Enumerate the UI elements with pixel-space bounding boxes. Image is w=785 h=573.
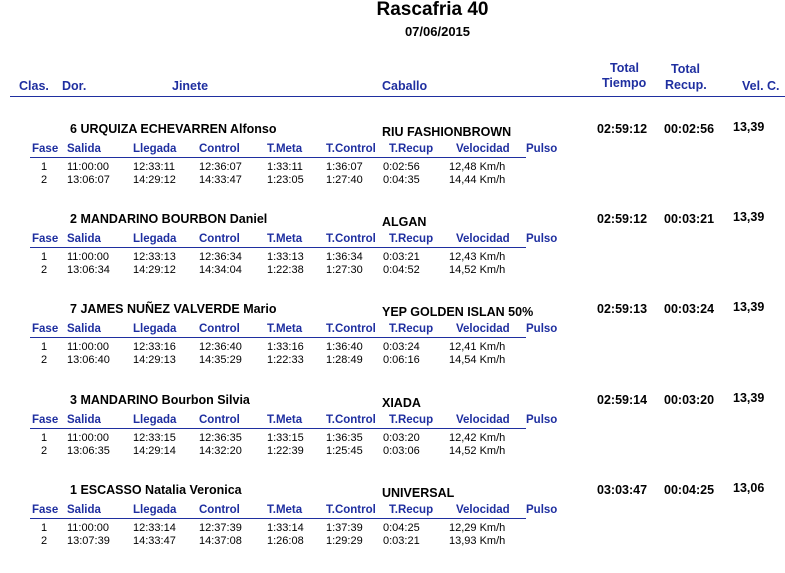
phase-cell-salida: 11:00:00	[67, 341, 110, 353]
subheader-tcontrol: T.Control	[326, 414, 376, 426]
phase-cell-velocidad: 14,44 Km/h	[449, 174, 506, 186]
header-total-tiempo-line1: Total	[610, 61, 639, 75]
phase-cell-salida: 13:06:34	[67, 264, 110, 276]
header-dor: Dor.	[62, 79, 87, 93]
velocidad-media: 13,39	[733, 210, 765, 224]
subheader-control: Control	[199, 143, 240, 155]
subheader-llegada: Llegada	[133, 414, 177, 426]
phase-cell-velocidad: 14,54 Km/h	[449, 354, 506, 366]
subheader-trecup: T.Recup	[389, 323, 434, 335]
subheader-tmeta: T.Meta	[267, 323, 303, 335]
subheader-tmeta: T.Meta	[267, 233, 303, 245]
phase-cell-tmeta: 1:26:08	[267, 535, 304, 547]
subheader-llegada: Llegada	[133, 143, 177, 155]
rider-name: ESCASSO Natalia Veronica	[80, 483, 242, 497]
phase-cell-fase: 1	[41, 522, 48, 534]
phase-cell-fase: 2	[41, 264, 48, 276]
phase-cell-llegada: 12:33:11	[133, 161, 176, 173]
phase-cell-control: 12:36:35	[199, 432, 242, 444]
phase-cell-trecup: 0:03:24	[383, 341, 420, 353]
subheader-divider	[30, 518, 526, 519]
phase-cell-fase: 1	[41, 432, 48, 444]
phase-cell-velocidad: 14,52 Km/h	[449, 264, 506, 276]
subheader-velocidad: Velocidad	[456, 233, 510, 245]
subheader-trecup: T.Recup	[389, 143, 434, 155]
header-total-recup-line1: Total	[671, 62, 700, 76]
header-total-recup-line2: Recup.	[665, 78, 707, 92]
phase-cell-llegada: 14:29:13	[133, 354, 176, 366]
horse-name: UNIVERSAL	[382, 486, 455, 500]
subheader-tmeta: T.Meta	[267, 143, 303, 155]
subheader-tmeta: T.Meta	[267, 504, 303, 516]
phase-cell-llegada: 12:33:15	[133, 432, 176, 444]
subheader-velocidad: Velocidad	[456, 143, 510, 155]
result-entry	[0, 212, 785, 302]
header-vel: Vel. C.	[742, 79, 780, 93]
phase-cell-control: 14:34:04	[199, 264, 242, 276]
phase-cell-tmeta: 1:23:05	[267, 174, 304, 186]
subheader-fase: Fase	[32, 504, 59, 516]
phase-cell-tcontrol: 1:25:45	[326, 445, 363, 457]
phase-cell-fase: 1	[41, 251, 48, 263]
phase-cell-tmeta: 1:22:39	[267, 445, 304, 457]
phase-cell-salida: 11:00:00	[67, 161, 110, 173]
horse-name: ALGAN	[382, 215, 427, 229]
phase-cell-fase: 2	[41, 174, 48, 186]
horse-name: YEP GOLDEN ISLAN 50%	[382, 305, 534, 319]
phase-cell-salida: 11:00:00	[67, 251, 110, 263]
phase-cell-fase: 2	[41, 445, 48, 457]
rider-name: MANDARINO BOURBON Daniel	[80, 212, 268, 226]
phase-cell-trecup: 0:03:20	[383, 432, 420, 444]
subheader-trecup: T.Recup	[389, 233, 434, 245]
phase-cell-trecup: 0:03:21	[383, 535, 420, 547]
rider-name: JAMES NUÑEZ VALVERDE Mario	[80, 302, 277, 316]
phase-cell-trecup: 0:03:21	[383, 251, 420, 263]
phase-cell-llegada: 14:29:12	[133, 264, 176, 276]
phase-cell-tmeta: 1:33:11	[267, 161, 303, 173]
subheader-fase: Fase	[32, 414, 59, 426]
phase-cell-salida: 13:06:35	[67, 445, 110, 457]
phase-cell-tmeta: 1:22:33	[267, 354, 304, 366]
total-tiempo: 02:59:12	[597, 212, 648, 226]
phase-cell-trecup: 0:06:16	[383, 354, 420, 366]
phase-cell-control: 14:32:20	[199, 445, 242, 457]
phase-cell-velocidad: 13,93 Km/h	[449, 535, 506, 547]
phase-cell-velocidad: 12,42 Km/h	[449, 432, 506, 444]
phase-cell-llegada: 14:33:47	[133, 535, 176, 547]
subheader-velocidad: Velocidad	[456, 414, 510, 426]
subheader-llegada: Llegada	[133, 233, 177, 245]
subheader-salida: Salida	[67, 323, 101, 335]
subheader-divider	[30, 428, 526, 429]
subheader-velocidad: Velocidad	[456, 323, 510, 335]
phase-cell-tcontrol: 1:29:29	[326, 535, 363, 547]
phase-cell-control: 14:33:47	[199, 174, 242, 186]
phase-cell-salida: 11:00:00	[67, 432, 110, 444]
rider-line	[70, 302, 277, 316]
header-clas: Clas.	[19, 79, 49, 93]
phase-cell-tcontrol: 1:28:49	[326, 354, 363, 366]
event-date: 07/06/2015	[404, 24, 471, 39]
phase-cell-control: 14:35:29	[199, 354, 242, 366]
phase-cell-llegada: 12:33:14	[133, 522, 176, 534]
dorsal: 2	[70, 212, 77, 226]
subheader-trecup: T.Recup	[389, 414, 434, 426]
subheader-fase: Fase	[32, 233, 59, 245]
dorsal: 7	[70, 302, 77, 316]
total-tiempo: 02:59:12	[597, 122, 648, 136]
header-total-tiempo-line2: Tiempo	[602, 76, 647, 90]
phase-cell-velocidad: 12,41 Km/h	[449, 341, 506, 353]
subheader-salida: Salida	[67, 414, 101, 426]
result-entry	[0, 302, 785, 392]
phase-cell-tcontrol: 1:27:40	[326, 174, 363, 186]
horse-name: RIU FASHIONBROWN	[382, 125, 512, 139]
phase-cell-control: 12:36:40	[199, 341, 242, 353]
phase-cell-llegada: 14:29:14	[133, 445, 176, 457]
phase-cell-control: 12:36:07	[199, 161, 242, 173]
subheader-llegada: Llegada	[133, 323, 177, 335]
subheader-tcontrol: T.Control	[326, 323, 376, 335]
phase-cell-tcontrol: 1:36:35	[326, 432, 363, 444]
phase-cell-tmeta: 1:33:13	[267, 251, 304, 263]
header-caballo: Caballo	[382, 79, 428, 93]
subheader-tcontrol: T.Control	[326, 504, 376, 516]
rider-line	[70, 122, 277, 136]
header-jinete: Jinete	[172, 79, 209, 93]
phase-cell-llegada: 12:33:13	[133, 251, 176, 263]
header-divider	[10, 96, 785, 97]
phase-cell-control: 14:37:08	[199, 535, 242, 547]
phase-cell-tcontrol: 1:36:40	[326, 341, 363, 353]
result-entry	[0, 483, 785, 573]
subheader-salida: Salida	[67, 504, 101, 516]
total-tiempo: 02:59:13	[597, 302, 648, 316]
phase-cell-trecup: 0:04:52	[383, 264, 420, 276]
dorsal: 1	[70, 483, 77, 497]
phase-cell-fase: 2	[41, 354, 48, 366]
total-tiempo: 03:03:47	[597, 483, 648, 497]
phase-cell-salida: 13:06:40	[67, 354, 110, 366]
rider-name: URQUIZA ECHEVARREN Alfonso	[80, 122, 277, 136]
subheader-pulso: Pulso	[526, 323, 558, 335]
page-title: Rascafria 40	[376, 0, 489, 20]
phase-cell-trecup: 0:03:06	[383, 445, 420, 457]
phase-cell-control: 12:36:34	[199, 251, 242, 263]
subheader-tmeta: T.Meta	[267, 414, 303, 426]
phase-cell-tmeta: 1:33:16	[267, 341, 304, 353]
subheader-trecup: T.Recup	[389, 504, 434, 516]
phase-cell-tmeta: 1:33:15	[267, 432, 304, 444]
subheader-pulso: Pulso	[526, 504, 558, 516]
subheader-divider	[30, 157, 526, 158]
phase-cell-salida: 13:07:39	[67, 535, 110, 547]
rider-line	[70, 212, 267, 226]
phase-cell-salida: 13:06:07	[67, 174, 110, 186]
rider-line	[70, 393, 250, 407]
phase-cell-tmeta: 1:22:38	[267, 264, 304, 276]
phase-cell-fase: 2	[41, 535, 48, 547]
phase-cell-velocidad: 12,48 Km/h	[449, 161, 506, 173]
dorsal: 6	[70, 122, 77, 136]
total-tiempo: 02:59:14	[597, 393, 648, 407]
phase-cell-tmeta: 1:33:14	[267, 522, 304, 534]
subheader-pulso: Pulso	[526, 414, 558, 426]
subheader-divider	[30, 247, 526, 248]
subheader-tcontrol: T.Control	[326, 233, 376, 245]
total-recup: 00:03:24	[664, 302, 715, 316]
phase-cell-salida: 11:00:00	[67, 522, 110, 534]
phase-cell-llegada: 14:29:12	[133, 174, 176, 186]
subheader-control: Control	[199, 414, 240, 426]
phase-cell-tcontrol: 1:27:30	[326, 264, 363, 276]
subheader-pulso: Pulso	[526, 143, 558, 155]
phase-cell-velocidad: 12,29 Km/h	[449, 522, 506, 534]
subheader-salida: Salida	[67, 233, 101, 245]
phase-cell-velocidad: 12,43 Km/h	[449, 251, 506, 263]
phase-cell-trecup: 0:02:56	[383, 161, 420, 173]
velocidad-media: 13,39	[733, 300, 765, 314]
phase-cell-trecup: 0:04:25	[383, 522, 420, 534]
phase-cell-fase: 1	[41, 341, 48, 353]
phase-cell-trecup: 0:04:35	[383, 174, 420, 186]
phase-cell-tcontrol: 1:37:39	[326, 522, 363, 534]
subheader-llegada: Llegada	[133, 504, 177, 516]
result-entry	[0, 122, 785, 212]
phase-cell-tcontrol: 1:36:34	[326, 251, 363, 263]
velocidad-media: 13,06	[733, 481, 765, 495]
subheader-control: Control	[199, 233, 240, 245]
total-recup: 00:03:21	[664, 212, 715, 226]
result-entry	[0, 393, 785, 483]
subheader-velocidad: Velocidad	[456, 504, 510, 516]
subheader-divider	[30, 337, 526, 338]
subheader-salida: Salida	[67, 143, 101, 155]
phase-cell-tcontrol: 1:36:07	[326, 161, 363, 173]
phase-cell-velocidad: 14,52 Km/h	[449, 445, 506, 457]
total-recup: 00:02:56	[664, 122, 715, 136]
rider-line	[70, 483, 242, 497]
subheader-pulso: Pulso	[526, 233, 558, 245]
phase-cell-control: 12:37:39	[199, 522, 242, 534]
total-recup: 00:03:20	[664, 393, 715, 407]
dorsal: 3	[70, 393, 77, 407]
phase-cell-llegada: 12:33:16	[133, 341, 176, 353]
subheader-control: Control	[199, 323, 240, 335]
velocidad-media: 13,39	[733, 391, 765, 405]
total-recup: 00:04:25	[664, 483, 715, 497]
rider-name: MANDARINO Bourbon Silvia	[80, 393, 250, 407]
subheader-tcontrol: T.Control	[326, 143, 376, 155]
subheader-fase: Fase	[32, 323, 59, 335]
velocidad-media: 13,39	[733, 120, 765, 134]
horse-name: XIADA	[382, 396, 421, 410]
subheader-fase: Fase	[32, 143, 59, 155]
subheader-control: Control	[199, 504, 240, 516]
phase-cell-fase: 1	[41, 161, 48, 173]
